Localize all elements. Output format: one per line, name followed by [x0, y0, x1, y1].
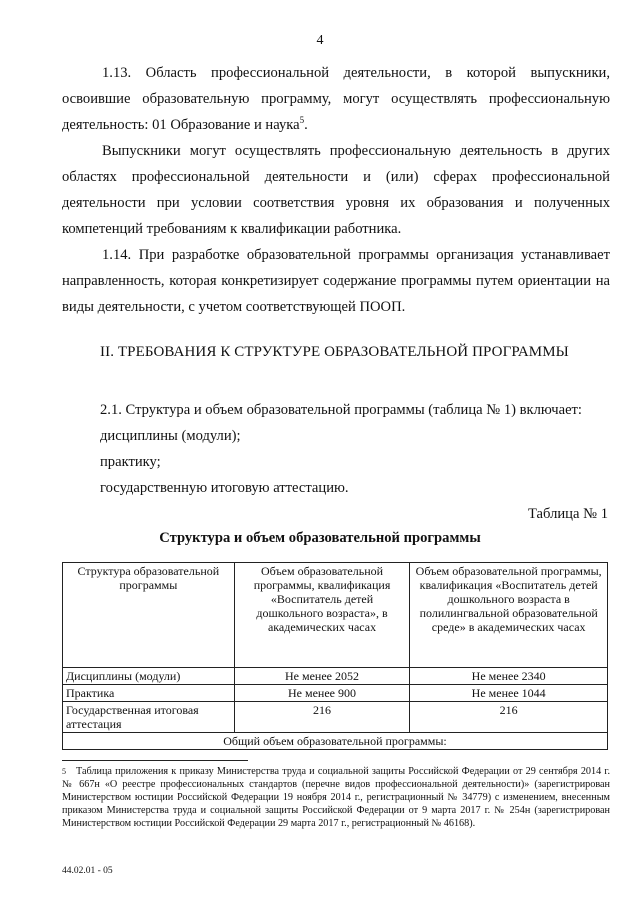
- paragraph-1-13-end: .: [304, 117, 308, 133]
- footnote-mark: 5: [62, 767, 66, 776]
- footnote-divider: [62, 760, 248, 761]
- document-code: 44.02.01 - 05: [62, 866, 113, 876]
- table-header-volume-2: Объем образовательной программы, квалификация «Воспитатель детей дошкольного возраста в полилингвальной образовательной среде» в академических часах: [410, 563, 608, 668]
- row-value-2: Не менее 2340: [410, 668, 608, 685]
- table-title: Структура и объем образовательной программы: [159, 530, 481, 546]
- paragraph-graduates: [62, 138, 610, 242]
- table-total-row: [63, 733, 608, 750]
- list-item-attestation: государственную итоговую аттестацию.: [100, 480, 349, 496]
- paragraph-1-13-text: 1.13. Область профессиональной деятельности, в которой выпускники, освоившие образовательную программу, могут осуществлять профессиональную деятельность: 01 Образование и наука: [62, 65, 610, 133]
- paragraph-1-14: [62, 242, 610, 320]
- section-heading: II. ТРЕБОВАНИЯ К СТРУКТУРЕ ОБРАЗОВАТЕЛЬНОЙ ПРОГРАММЫ: [100, 344, 569, 360]
- paragraph-2-1: 2.1. Структура и объем образовательной программы (таблица № 1) включает:: [100, 402, 582, 418]
- footnote: [62, 765, 610, 830]
- footnote-reference[interactable]: 5: [299, 115, 305, 126]
- table-row: [63, 702, 608, 733]
- table-row: [63, 668, 608, 685]
- list-item-practice: практику;: [100, 454, 161, 470]
- row-value-2: 216: [410, 702, 608, 733]
- row-label: Государственная итоговая аттестация: [63, 702, 235, 733]
- row-value-1: 216: [234, 702, 410, 733]
- paragraph-1-14-text: 1.14. При разработке образовательной программы организация устанавливает направленность, которая конкретизирует содержание программы путем ориентации на виды деятельности, с учетом соответствующей ПООП.: [62, 247, 610, 315]
- paragraph-1-13: [62, 60, 610, 138]
- table-number: Таблица № 1: [528, 506, 608, 522]
- row-label: Практика: [63, 685, 235, 702]
- row-value-1: Не менее 900: [234, 685, 410, 702]
- row-value-1: Не менее 2052: [234, 668, 410, 685]
- row-label: Дисциплины (модули): [63, 668, 235, 685]
- row-value-2: Не менее 1044: [410, 685, 608, 702]
- table-header-volume-1: Объем образовательной программы, квалификация «Воспитатель детей дошкольного возраста», в академических часах: [234, 563, 410, 668]
- table-header-structure: Структура образовательной программы: [63, 563, 235, 668]
- structure-table: [62, 562, 608, 750]
- footnote-text: Таблица приложения к приказу Министерства труда и социальной защиты Российской Федерации от 29 сентября 2014 г. № 667н «О реестре профессиональных стандартов (перечне видов профессиональной деятельности)» (зарегистрирован Министерством юстиции Российской Федерации 19 ноября 2014 г., регистрационный № 34779) с изменением, внесенным приказом Министерства труда и социальной защиты Российской Федерации от 9 марта 2017 г. № 254н (зарегистрирован Министерством юстиции Российской Федерации 29 марта 2017 г., регистрационный № 46168).: [62, 766, 610, 829]
- table-header-row: [63, 563, 608, 668]
- list-item-disciplines: дисциплины (модули);: [100, 428, 241, 444]
- page-number: 4: [316, 33, 324, 48]
- paragraph-graduates-text: Выпускники могут осуществлять профессиональную деятельность в других областях профессиональной деятельности и (или) сферах профессиональной деятельности при условии соответствия уровня их образования и полученных компетенций требованиям к квалификации работника.: [62, 143, 610, 237]
- total-label: Общий объем образовательной программы:: [63, 733, 608, 750]
- table-row: [63, 685, 608, 702]
